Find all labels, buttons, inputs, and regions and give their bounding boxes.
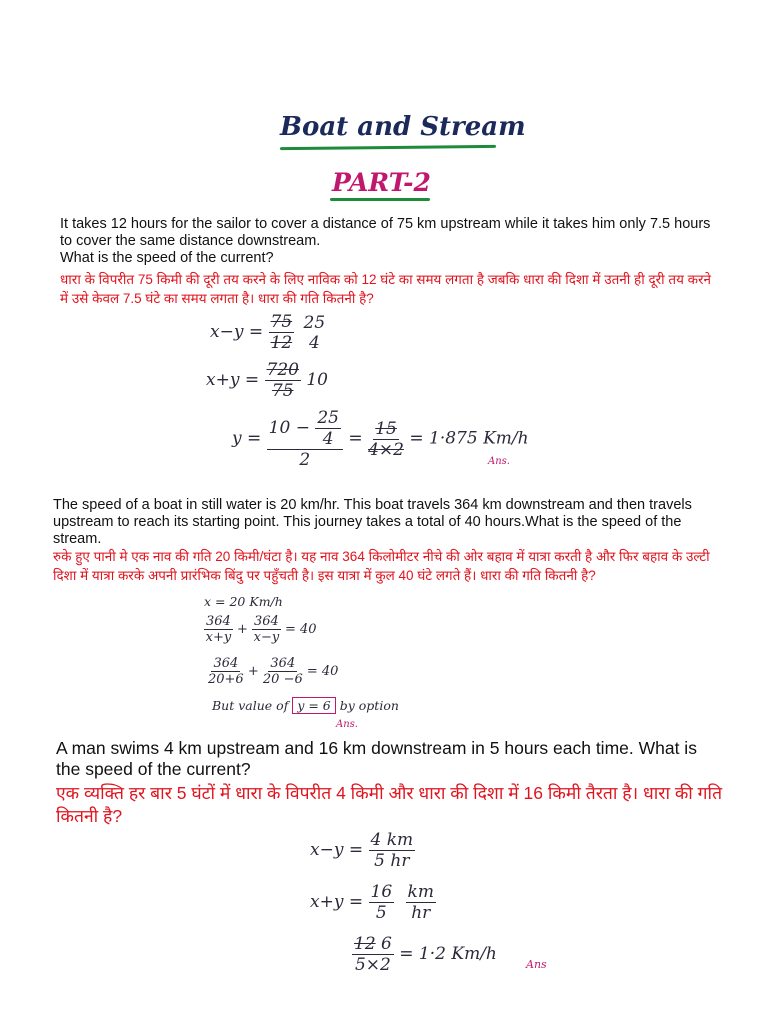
q1-sol-l1-red	[304, 313, 326, 353]
q1-sol-l3-b-den: 4	[322, 429, 334, 449]
q1-sol-l3-bigfrac-num	[267, 408, 343, 450]
q2-sol-f3-num: 364	[213, 656, 239, 671]
title-underline	[280, 145, 496, 150]
q1-sol-l3-den: 2	[299, 450, 311, 470]
q2-sol-f3-den: 20+6	[208, 672, 244, 687]
q1-sol-l2-red: 10	[306, 370, 328, 390]
q1-hindi-text: धारा के विपरीत 75 किमी की दूरी तय करने के लिए नाविक को 12 घंटे का समय लगता है जबकि धारा की दिशा में उतनी ही दूरी तय करने में उसे केवल 7.5 घंटे का समय लगता है। धारा की गति कितनी है?	[60, 272, 712, 306]
q2-sol-l4-box: y = 6	[292, 697, 335, 714]
q3-sol-l3-den: 5×2	[354, 955, 391, 975]
q1-sol-l1-num: 75	[270, 312, 293, 332]
q2-sol-plus2: +	[247, 664, 259, 679]
q2-english-text: The speed of a boat in still water is 20 km/hr. This boat travels 364 km downstream and then travels upstream to reach its starting point. This journey takes a total of 40 hours.What is the speed of the stream.	[53, 497, 692, 547]
q3-sol-l2-b-num: km	[407, 882, 434, 902]
q2-sol-f2	[252, 614, 281, 645]
q1-sol-l1-num-red: 25	[303, 312, 326, 333]
q2-sol-plus1: +	[236, 622, 248, 637]
q1-sol-l3-eq: =	[348, 428, 363, 449]
q3-sol-l2-a-num: 16	[370, 882, 393, 902]
q2-sol-f2-den: x−y	[253, 630, 280, 645]
q1-sol-l2-den: 75	[271, 381, 294, 401]
q1-sol-l3-lhs: y =	[232, 428, 262, 449]
q3-sol-l2-b	[406, 882, 436, 923]
part-label: PART-2	[332, 168, 431, 197]
q2-sol-f1-den: x+y	[205, 630, 232, 645]
q1-sol-line1	[210, 312, 325, 353]
q2-sol-line2	[204, 614, 317, 645]
q1-sol-l3-a: 10 −	[268, 418, 310, 438]
q1-english-text: It takes 12 hours for the sailor to cover a distance of 75 km upstream while it takes him only 7.5 hours to cover the same distance downstream. What is the speed of the current?	[60, 216, 711, 266]
q2-sol-f4-den: 20 −6	[262, 672, 303, 687]
q3-sol-l3-num-red: 6	[381, 934, 392, 954]
q2-sol-f3	[208, 656, 244, 687]
q2-sol-f1-num: 364	[206, 614, 231, 629]
q1-sol-l3-c-den: 4×2	[368, 439, 404, 460]
q2-sol-line1: x = 20 Km/h	[204, 594, 283, 609]
q1-sol-l2-num: 720	[266, 360, 299, 380]
q3-sol-l1-frac	[369, 830, 416, 871]
q3-ans-mark: Ans	[526, 958, 547, 971]
part-underline	[330, 198, 430, 201]
q1-sol-l3-b	[315, 408, 341, 449]
q1-sol-l3-b-num: 25	[317, 408, 339, 428]
q1-sol-l1-frac	[269, 312, 295, 353]
q3-sol-l1-num: 4 km	[370, 830, 414, 850]
q1-sol-l3-c-num: 15	[375, 418, 397, 439]
q3-sol-l2-b-den: hr	[411, 903, 431, 923]
q2-sol-f2-num: 364	[254, 614, 279, 629]
q2-ans-mark: Ans.	[336, 719, 358, 730]
q1-sol-l2-frac	[265, 360, 301, 401]
q3-sol-l2-a-den: 5	[375, 903, 387, 923]
q3-sol-line1	[310, 830, 415, 871]
page-title: Boat and Stream	[280, 112, 526, 142]
q3-sol-l1-lhs: x−y =	[310, 840, 364, 860]
q2-sol-l4-post: by option	[339, 698, 399, 713]
q2-sol-f4-num: 364	[270, 656, 296, 671]
q3-hindi-text: एक व्यक्ति हर बार 5 घंटों में धारा के विपरीत 4 किमी और धारा की दिशा में 16 किमी तैरता है। धारा की गति कितनी है?	[56, 783, 723, 826]
q3-sol-line3	[352, 934, 497, 975]
q1-sol-line2	[206, 360, 328, 401]
q3-sol-l1-den: 5 hr	[374, 851, 410, 871]
q1-sol-line3	[232, 408, 529, 470]
q3-sol-l3-num-wrap	[352, 934, 394, 955]
q2-sol-f4	[263, 656, 303, 687]
q3-sol-line2	[310, 882, 436, 923]
q2-sol-eq40-1: = 40	[284, 622, 317, 637]
q2-sol-f1	[204, 614, 233, 645]
q1-sol-l2-lhs: x+y =	[206, 370, 260, 390]
q1-sol-l3-c	[368, 419, 404, 460]
q1-sol-l3-result: = 1·875 Km/h	[409, 428, 529, 449]
q2-sol-eq40-2: = 40	[306, 664, 339, 679]
q1-sol-l1-den: 12	[270, 333, 293, 353]
q3-sol-l3-frac	[352, 934, 394, 975]
q1-sol-l1-lhs: x−y =	[210, 322, 264, 342]
q2-sol-l4-pre: But value of	[212, 698, 289, 713]
q2-sol-line3	[208, 656, 338, 687]
q1-ans-mark: Ans.	[488, 456, 510, 467]
q1-sol-l3-bigfrac	[267, 408, 343, 470]
q3-english-text: A man swims 4 km upstream and 16 km downstream in 5 hours each time. What is the speed of the current?	[56, 738, 697, 779]
q3-sol-l3-num: 12	[354, 934, 376, 954]
q3-sol-l3-result: = 1·2 Km/h	[399, 944, 497, 964]
q3-sol-l2-a	[369, 882, 395, 923]
q2-sol-line4	[212, 698, 399, 713]
q1-sol-l1-den-red: 4	[308, 332, 320, 353]
q2-hindi-text: रुके हुए पानी मे एक नाव की गति 20 किमी/घंटा है। यह नाव 364 किलोमीटर नीचे की ओर बहाव में यात्रा करती है और फिर बहाव के उल्टी दिशा में यात्रा करके अपनी प्रारंभिक बिंदु पर पहुँचती है। इस यात्रा में कुल 40 घंटे लगते हैं। धारा की गति कितनी है?	[53, 549, 710, 583]
q3-sol-l2-lhs: x+y =	[310, 892, 364, 912]
